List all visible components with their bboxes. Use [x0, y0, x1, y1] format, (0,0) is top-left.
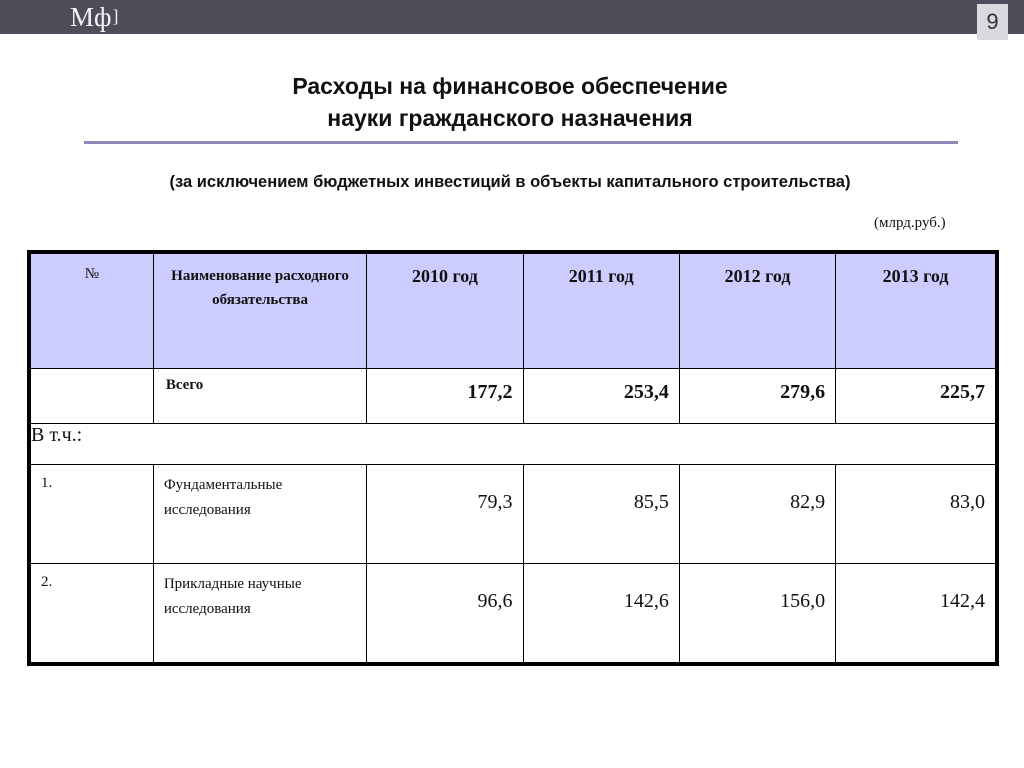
title-divider	[84, 141, 958, 144]
header-year: 2012 год	[679, 252, 835, 369]
header-year: 2011 год	[523, 252, 679, 369]
header-year: 2013 год	[836, 252, 997, 369]
row-name: Прикладные научные исследования	[153, 564, 366, 665]
total-value: 253,4	[523, 369, 679, 424]
row-value: 142,6	[523, 564, 679, 665]
slide-title	[100, 70, 920, 134]
row-value: 142,4	[836, 564, 997, 665]
row-value: 156,0	[679, 564, 835, 665]
header-name: Наименование расходного обязательства	[153, 252, 366, 369]
page-number: 9	[977, 4, 1008, 40]
table-header-row	[29, 252, 997, 369]
table-row-total	[29, 369, 997, 424]
including-label: В т.ч.:	[29, 424, 997, 465]
total-value: 177,2	[367, 369, 523, 424]
minfin-logo	[70, 2, 118, 35]
table-row	[29, 564, 997, 665]
units-label: (млрд.руб.)	[874, 215, 946, 231]
header-year: 2010 год	[367, 252, 523, 369]
logo-bracket: ]	[112, 6, 119, 26]
row-name: Фундаментальные исследования	[153, 465, 366, 564]
table-row-including	[29, 424, 997, 465]
row-value: 82,9	[679, 465, 835, 564]
title-line-2: науки гражданского назначения	[327, 105, 693, 131]
logo-text: Мф	[70, 2, 112, 32]
row-value: 83,0	[836, 465, 997, 564]
total-value: 279,6	[679, 369, 835, 424]
row-value: 79,3	[367, 465, 523, 564]
title-line-1: Расходы на финансовое обеспечение	[292, 73, 728, 99]
row-number: 1.	[29, 465, 153, 564]
total-name: Всего	[153, 369, 366, 424]
expenses-table	[27, 250, 999, 666]
table-row	[29, 465, 997, 564]
top-bar	[0, 0, 1024, 34]
total-value: 225,7	[836, 369, 997, 424]
header-number: №	[29, 252, 153, 369]
row-number: 2.	[29, 564, 153, 665]
row-value: 85,5	[523, 465, 679, 564]
slide-subtitle: (за исключением бюджетных инвестиций в объекты капитального строительства)	[169, 173, 851, 191]
total-number-cell	[29, 369, 153, 424]
row-value: 96,6	[367, 564, 523, 665]
